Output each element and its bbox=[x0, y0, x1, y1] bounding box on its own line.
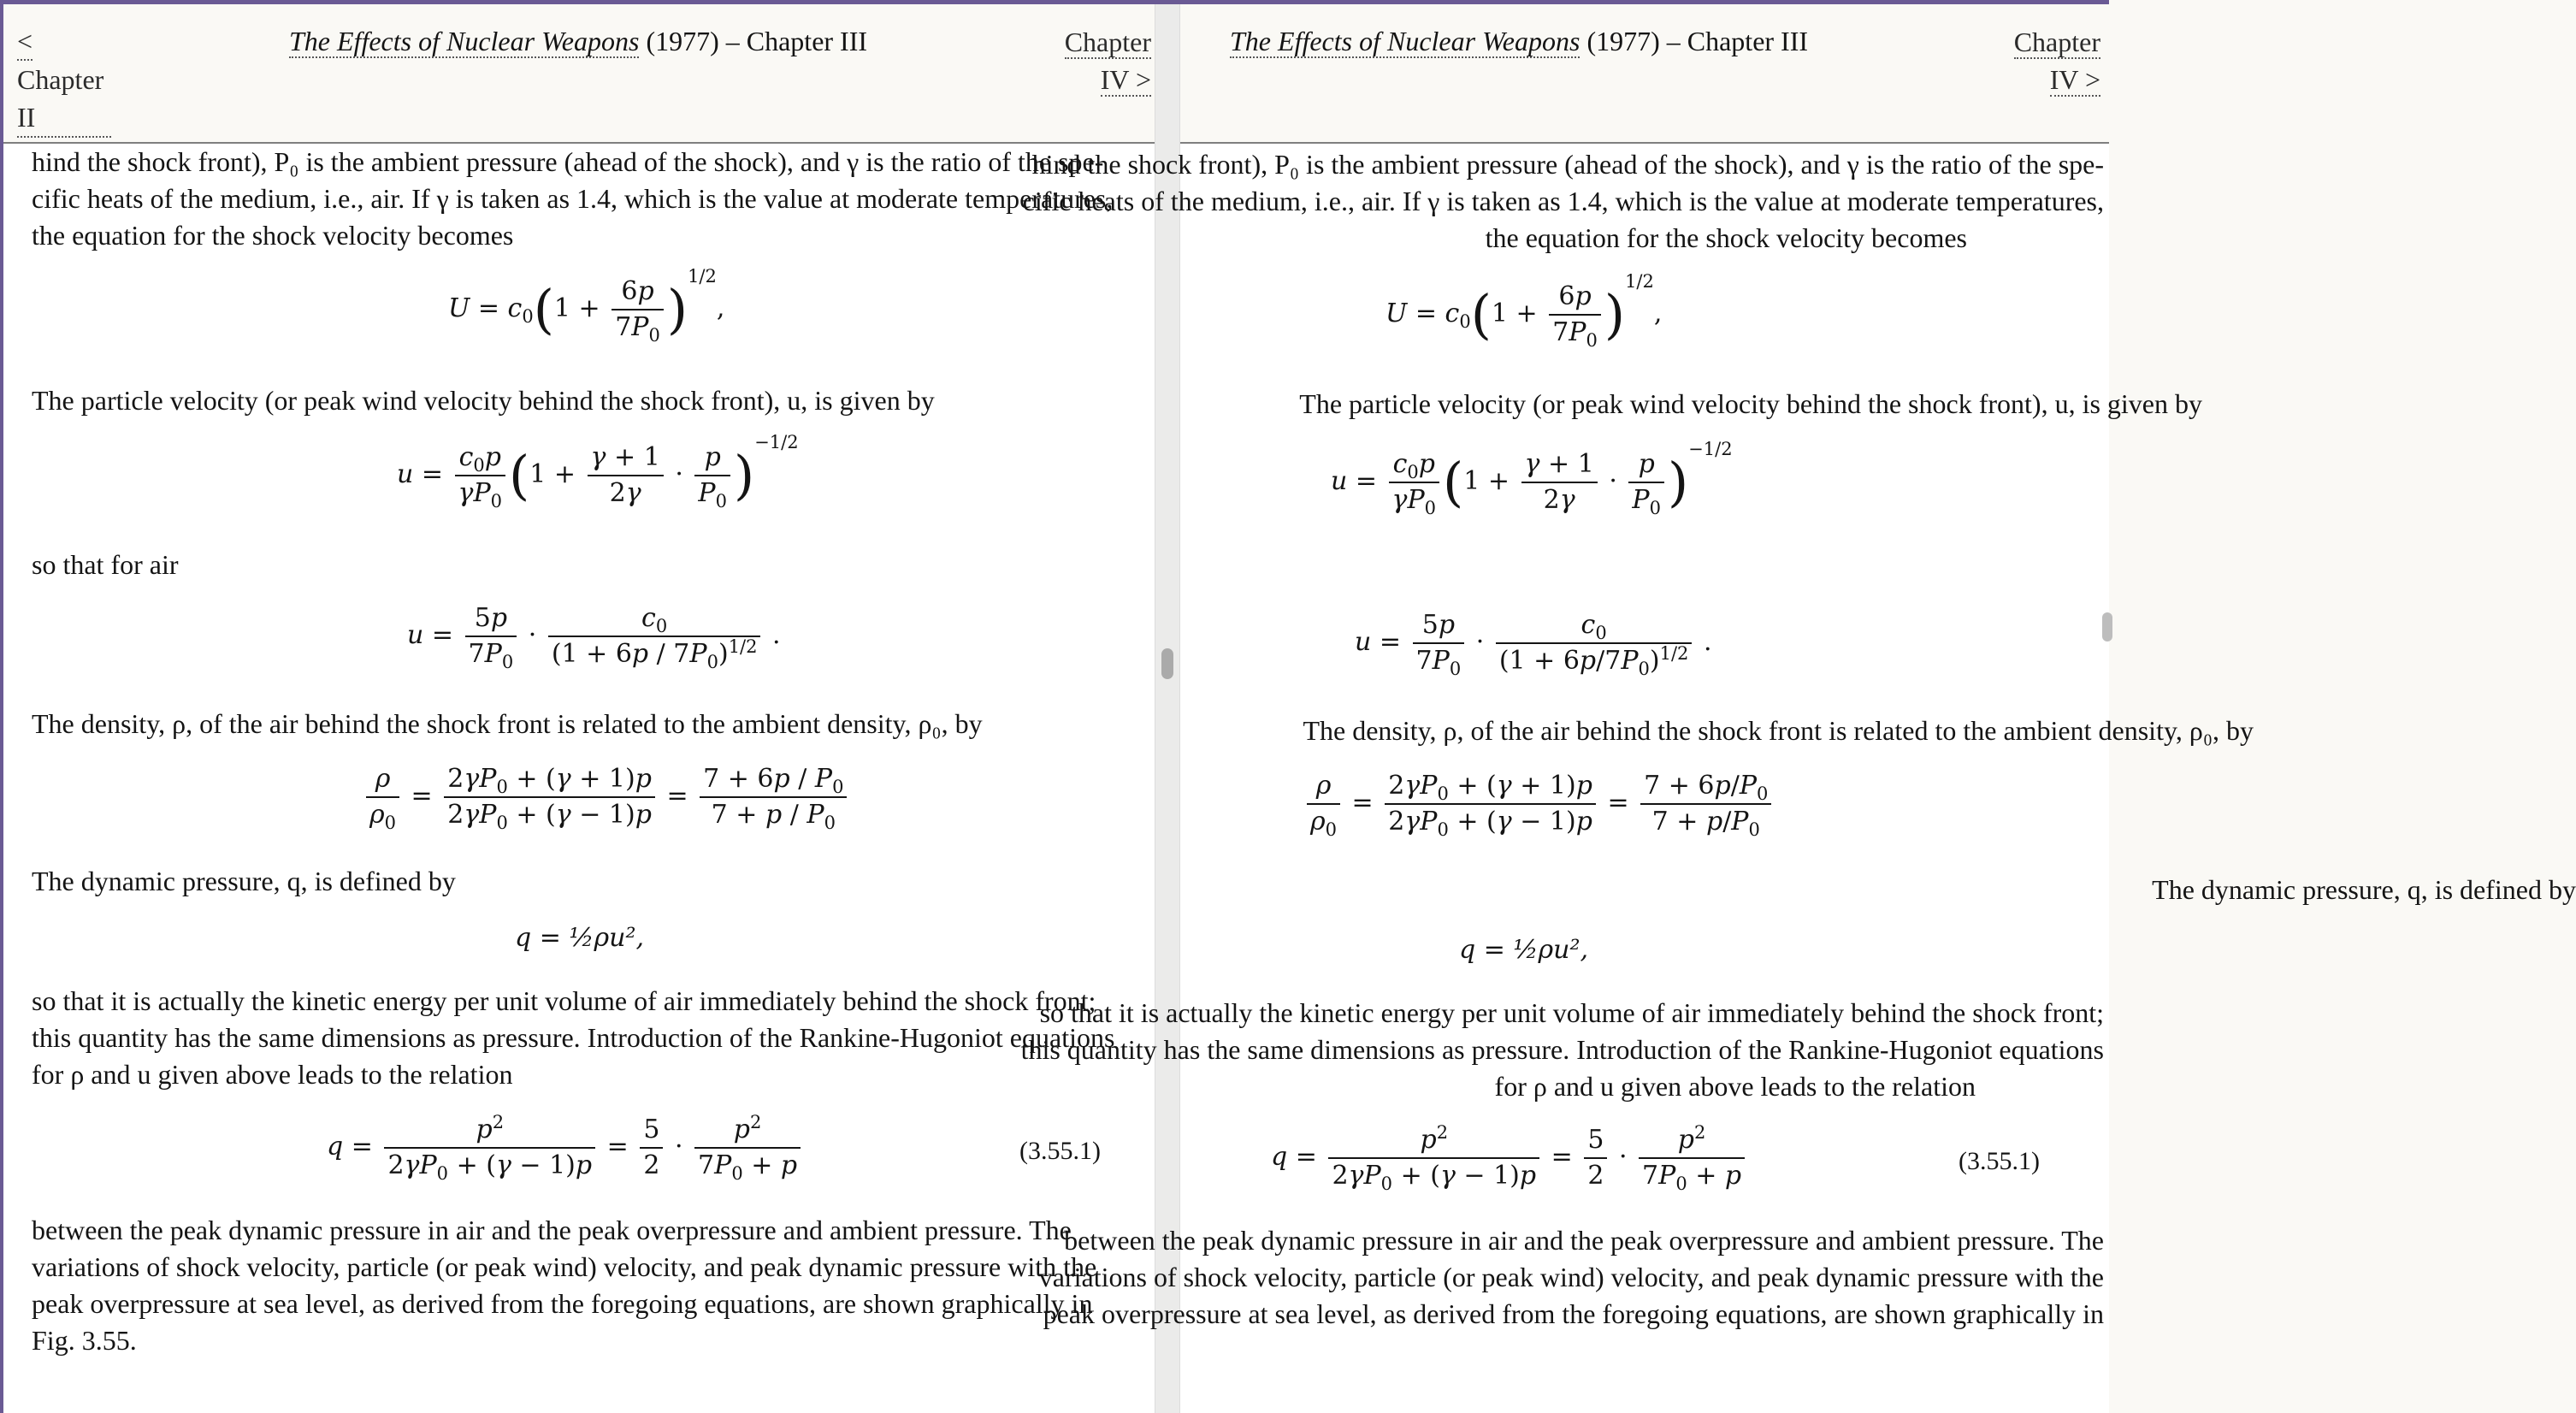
paragraph-line: this quantity has the same dimensions as pressure. Introduction of the Rankine-Hugoniot equations bbox=[32, 1022, 1115, 1053]
paragraph-line: variations of shock velocity, particle (or peak wind) velocity, and peak dynamic pressure with the bbox=[1038, 1262, 2104, 1292]
paragraph-line: for ρ and u given above leads to the relation bbox=[32, 1059, 513, 1090]
paragraph-line: between the peak dynamic pressure in air and the peak overpressure and ambient pressure. The bbox=[32, 1215, 1072, 1245]
paragraph-line: hind the shock front), P₀ is the ambient pressure (ahead of the shock), and γ is the ratio of the spe- bbox=[1031, 149, 2104, 180]
next-chapter-link[interactable]: Chapter IV > bbox=[2013, 27, 2100, 95]
equation-particle-velocity-air: u = $\frac{5p}{7P_0}$ · $\frac{c_0}{(1 + 6p / 7P_0)^{1/2}}$ . bbox=[407, 603, 781, 672]
right-scroll-handle[interactable] bbox=[2102, 612, 2112, 641]
paragraph-line: so that it is actually the kinetic energy per unit volume of air immediately behind the shock front; bbox=[32, 985, 1096, 1016]
paragraph-line: this quantity has the same dimensions as pressure. Introduction of the Rankine-Hugoniot equations bbox=[1020, 1034, 2104, 1065]
paragraph-line: the equation for the shock velocity becomes bbox=[1485, 222, 1967, 253]
paragraph-line: The density, ρ, of the air behind the shock front is related to the ambient density, ρ₀, by bbox=[1303, 715, 2254, 746]
paragraph-line: The dynamic pressure, q, is defined by bbox=[32, 866, 456, 896]
equation-dynamic-pressure: q = ½ρu², bbox=[515, 923, 645, 953]
paragraph-line: The dynamic pressure, q, is defined by bbox=[2152, 874, 2576, 905]
paragraph-line: so that for air bbox=[32, 549, 179, 580]
paragraph-line: the equation for the shock velocity becomes bbox=[32, 220, 514, 251]
paragraph-line: so that it is actually the kinetic energy per unit volume of air immediately behind the shock front; bbox=[1039, 997, 2104, 1028]
equation-number: (3.55.1) bbox=[1959, 1147, 2040, 1175]
paragraph-line: for ρ and u given above leads to the relation bbox=[1494, 1071, 1976, 1102]
prev-chapter-label[interactable]: Chapter II bbox=[17, 61, 111, 138]
paragraph-line: cific heats of the medium, i.e., air. If γ is taken as 1.4, which is the value at moderate temperatures, bbox=[1022, 186, 2104, 216]
page-header bbox=[1180, 4, 2109, 144]
paragraph-line: peak overpressure at sea level, as derived from the foregoing equations, are shown graphically in bbox=[32, 1288, 1093, 1319]
paragraph-line: Fig. 3.55. bbox=[32, 1325, 137, 1356]
equation-number: (3.55.1) bbox=[1019, 1137, 1101, 1165]
equation-dynamic-pressure: q = ½ρu², bbox=[1459, 935, 1589, 965]
paragraph-line: hind the shock front), P₀ is the ambient pressure (ahead of the shock), and γ is the ratio of the spe- bbox=[32, 146, 1104, 177]
page-header bbox=[3, 4, 1155, 144]
equation-shock-velocity: $U = c_0(1$ + $\frac{6p}{7P_0}$ )$^{1/2}$, bbox=[1385, 271, 1663, 351]
right-page-pane[interactable] bbox=[1020, 4, 2576, 1413]
equation-particle-velocity: u = $\frac{c_0p}{\gamma P_0}$ (1 + $\frac{\gamma + 1}{2\gamma}$ · $\frac{p}{P_0}$ )$^{-1/2}$ bbox=[397, 432, 799, 511]
equation-density: $\frac{\rho}{\rho_0}$ = $\frac{2\gamma P_0 + (\gamma + 1)p}{2\gamma P_0 + (\gamma - 1)p}$ = $\frac{7 + 6p / P_0}{7 + p / P_0}$ bbox=[363, 762, 850, 832]
paragraph-line: The particle velocity (or peak wind velocity behind the shock front), u, is given by bbox=[1299, 388, 2202, 419]
prev-chapter-link[interactable]: < bbox=[17, 23, 32, 61]
equation-density: $\frac{\rho}{\rho_0}$ = $\frac{2\gamma P_0 + (\gamma + 1)p}{2\gamma P_0 + (\gamma - 1)p}$ = $\frac{7 + 6p/P_0}{7 + p/P_0}$ bbox=[1303, 769, 1775, 839]
chapter-title[interactable]: The Effects of Nuclear Weapons (1977) – Chapter III bbox=[289, 26, 868, 56]
paragraph-line: The particle velocity (or peak wind velocity behind the shock front), u, is given by bbox=[32, 385, 935, 416]
split-drag-handle[interactable] bbox=[1161, 648, 1173, 679]
paragraph-line: The density, ρ, of the air behind the shock front is related to the ambient density, ρ₀, by bbox=[32, 708, 983, 739]
paragraph-line: peak overpressure at sea level, as derived from the foregoing equations, are shown graphically in bbox=[1043, 1298, 2104, 1329]
next-chapter-link[interactable]: Chapter IV > bbox=[1064, 27, 1151, 95]
paragraph-line: between the peak dynamic pressure in air and the peak overpressure and ambient pressure. The bbox=[1064, 1225, 2104, 1256]
equation-particle-velocity: u = $\frac{c_0p}{\gamma P_0}$ (1 + $\frac{\gamma + 1}{2\gamma}$ · $\frac{p}{P_0}$ )$^{-1/2}$ bbox=[1331, 439, 1733, 518]
equation-shock-velocity: $U = c_0(1$ + $\frac{6p}{7P_0}$ )$^{1/2}$, bbox=[448, 266, 725, 346]
equation-3-55-1: q = $\frac{p^2}{2\gamma P_0 + (\gamma - 1)p}$ = $\frac{5}{2}$ · $\frac{p^2}{7P_0 + p}$ bbox=[327, 1113, 804, 1183]
chapter-title[interactable]: The Effects of Nuclear Weapons (1977) – Chapter III bbox=[1230, 26, 1809, 56]
equation-3-55-1: q = $\frac{p^2}{2\gamma P_0 + (\gamma - 1)p}$ = $\frac{5}{2}$ · $\frac{p^2}{7P_0 + p}$ bbox=[1271, 1123, 1748, 1193]
paragraph-line: cific heats of the medium, i.e., air. If γ is taken as 1.4, which is the value at moderate temperatures, bbox=[32, 183, 1114, 214]
equation-particle-velocity-air: u = $\frac{5p}{7P_0}$ · $\frac{c_0}{(1 + 6p/7P_0)^{1/2}}$ . bbox=[1355, 610, 1712, 679]
paragraph-line: variations of shock velocity, particle (or peak wind) velocity, and peak dynamic pressure with the bbox=[32, 1251, 1097, 1282]
